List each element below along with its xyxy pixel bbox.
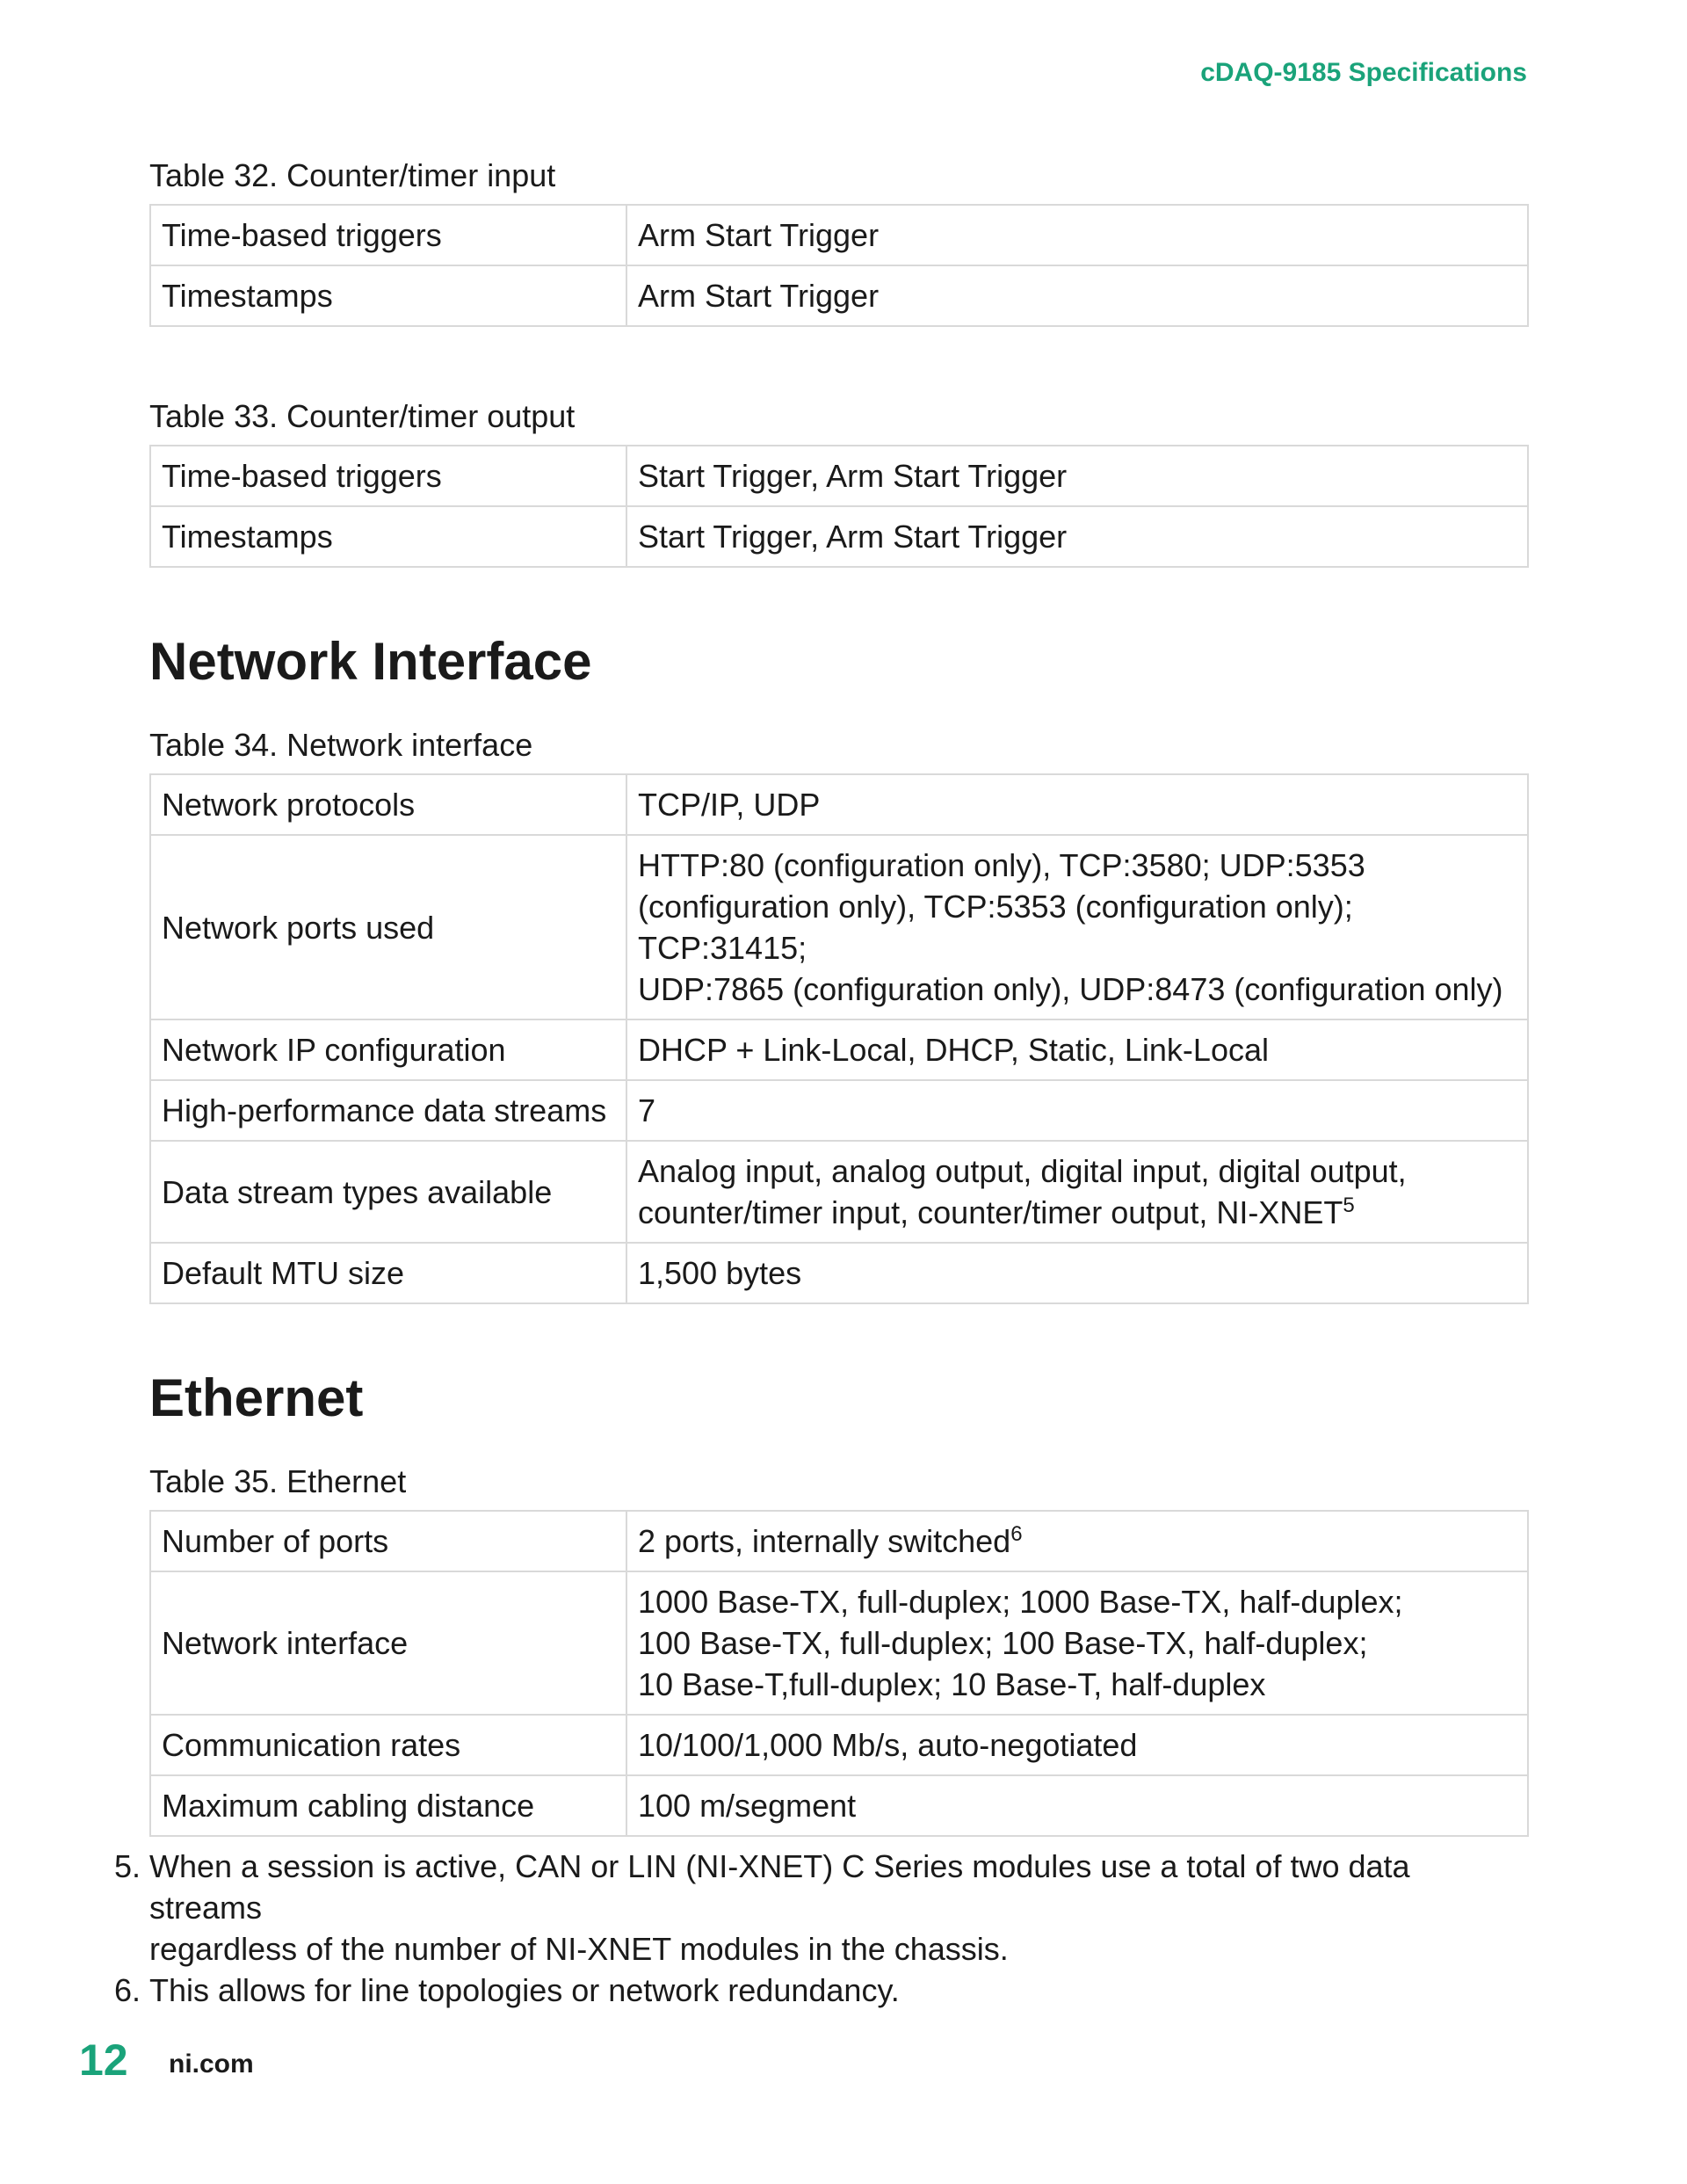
spec-key: Network protocols (150, 774, 626, 835)
spec-key: Timestamps (150, 506, 626, 567)
value-line: HTTP:80 (configuration only), TCP:3580; UDP:5353 (638, 847, 1365, 883)
spec-value (626, 1511, 1528, 1571)
spec-value: Arm Start Trigger (626, 265, 1528, 326)
table-caption: Table 34. Network interface (149, 727, 533, 763)
spec-key: Maximum cabling distance (150, 1775, 626, 1836)
section-heading-ethernet: Ethernet (149, 1368, 364, 1427)
table-row (150, 265, 1528, 326)
spec-key: Number of ports (150, 1511, 626, 1571)
spec-value: 1,500 bytes (626, 1243, 1528, 1303)
table-counter-timer-input (149, 204, 1529, 327)
table-row (150, 1141, 1528, 1243)
footnote-line: When a session is active, CAN or LIN (NI-XNET) C Series modules use a total of two data streams (149, 1848, 1410, 1926)
footnote-number: 5. (114, 1848, 141, 1884)
footnote-5 (114, 1846, 1529, 1970)
spec-value: 100 m/segment (626, 1775, 1528, 1836)
value-line: 10 Base-T,full-duplex; 10 Base-T, half-duplex (638, 1666, 1266, 1702)
spec-key: Timestamps (150, 265, 626, 326)
spec-key: High-performance data streams (150, 1080, 626, 1141)
footnote-line: regardless of the number of NI-XNET modules in the chassis. (149, 1931, 1009, 1967)
table-caption: Table 35. Ethernet (149, 1463, 407, 1499)
value-line: counter/timer input, counter/timer output, NI-XNET (638, 1194, 1343, 1230)
spec-value (626, 835, 1528, 1019)
spec-key: Time-based triggers (150, 446, 626, 506)
table-row (150, 1511, 1528, 1571)
footnote-number: 6. (114, 1972, 141, 2008)
table-counter-timer-output (149, 445, 1529, 568)
table-row (150, 1243, 1528, 1303)
table-ethernet (149, 1510, 1529, 1837)
footnote-ref[interactable]: 5 (1343, 1194, 1355, 1217)
table-network-interface (149, 773, 1529, 1304)
spec-key: Communication rates (150, 1715, 626, 1775)
spec-value: Arm Start Trigger (626, 205, 1528, 265)
table-row (150, 205, 1528, 265)
spec-key: Network ports used (150, 835, 626, 1019)
spec-key: Network interface (150, 1571, 626, 1715)
value-line: Analog input, analog output, digital input, digital output, (638, 1153, 1407, 1189)
site-link[interactable]: ni.com (169, 2050, 254, 2079)
spec-value: 10/100/1,000 Mb/s, auto-negotiated (626, 1715, 1528, 1775)
table-row (150, 1080, 1528, 1141)
value-text: 2 ports, internally switched (638, 1523, 1011, 1559)
page-number: 12 (79, 2035, 128, 2085)
table-caption: Table 32. Counter/timer input (149, 157, 556, 193)
table-row (150, 446, 1528, 506)
table-row (150, 774, 1528, 835)
spec-value (626, 1571, 1528, 1715)
footnote-6 (114, 1970, 1529, 2011)
spec-key: Time-based triggers (150, 205, 626, 265)
spec-value: TCP/IP, UDP (626, 774, 1528, 835)
content (149, 156, 1529, 1837)
table-row (150, 1775, 1528, 1836)
value-line: (configuration only), TCP:5353 (configuration only); TCP:31415; (638, 889, 1353, 966)
spec-key: Data stream types available (150, 1141, 626, 1243)
spec-value: DHCP + Link-Local, DHCP, Static, Link-Local (626, 1019, 1528, 1080)
footnotes (114, 1846, 1529, 2011)
value-line: 1000 Base-TX, full-duplex; 1000 Base-TX, half-duplex; (638, 1584, 1403, 1620)
spec-value: Start Trigger, Arm Start Trigger (626, 446, 1528, 506)
table-row (150, 1019, 1528, 1080)
spec-value: 7 (626, 1080, 1528, 1141)
footnote-line: This allows for line topologies or network redundancy. (149, 1972, 900, 2008)
table-row (150, 1715, 1528, 1775)
footnote-text (149, 1970, 1529, 2011)
table-row (150, 835, 1528, 1019)
running-header: cDAQ-9185 Specifications (1200, 58, 1527, 87)
section-heading-network-interface: Network Interface (149, 632, 592, 691)
footnote-text (149, 1846, 1529, 1970)
table-row (150, 506, 1528, 567)
value-line: 100 Base-TX, full-duplex; 100 Base-TX, half-duplex; (638, 1625, 1368, 1661)
value-line: UDP:7865 (configuration only), UDP:8473 (configuration only) (638, 971, 1503, 1007)
table-caption: Table 33. Counter/timer output (149, 398, 576, 434)
spec-value (626, 1141, 1528, 1243)
spec-value: Start Trigger, Arm Start Trigger (626, 506, 1528, 567)
footnote-ref[interactable]: 6 (1010, 1522, 1023, 1546)
spec-key: Default MTU size (150, 1243, 626, 1303)
table-row (150, 1571, 1528, 1715)
spacer (149, 327, 1529, 397)
spec-key: Network IP configuration (150, 1019, 626, 1080)
